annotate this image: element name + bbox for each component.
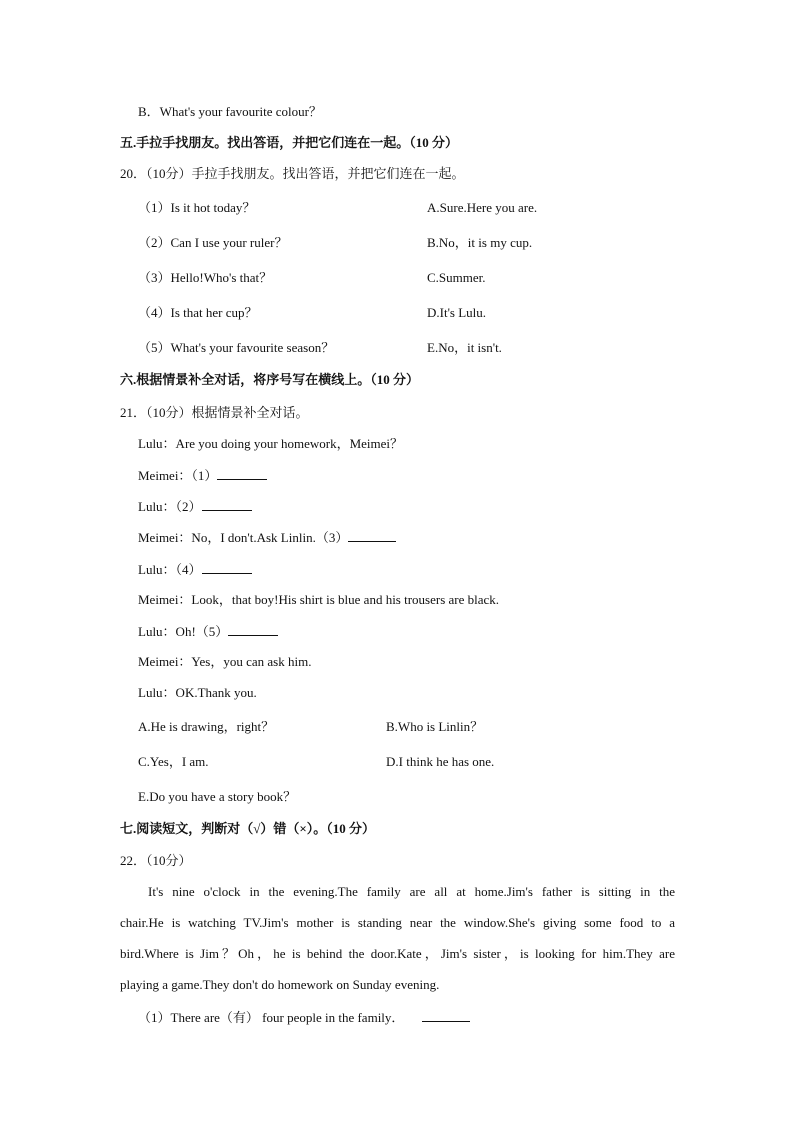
dialogue-option: B.Who is Linlin？ [386,719,484,734]
dialogue-line: Meimei：Look，that boy!His shirt is blue and his trousers are black. [138,592,500,607]
dialogue-line: Meimei：No，I don't.Ask Linlin.（3） [138,529,396,546]
dialogue-line: Meimei：（1） [138,467,267,484]
matching-right-item: B.No，it is my cup. [427,235,533,250]
dialogue-line: Lulu：（2） [138,498,252,515]
passage-line: playing a game.They don't do homework on Sunday evening. [120,977,440,992]
dialogue-option: C.Yes，I am. [138,754,209,769]
dialogue-line: Meimei：Yes，you can ask him. [138,654,312,669]
section5-heading: 五.手拉手找朋友。找出答语，并把它们连在一起。（10 分） [120,135,459,150]
passage-line: chair.He is watching TV.Jim's mother is standing near the window.She's giving some food to a [120,915,675,930]
question-21: 21．（10分）根据情景补全对话。 [120,405,309,420]
answer-blank[interactable] [228,623,278,636]
answer-blank[interactable] [202,498,252,511]
matching-left-item: （2）Can I use your ruler？ [138,235,288,250]
answer-blank[interactable] [348,529,396,542]
matching-left-item: （1）Is it hot today？ [138,200,256,215]
section6-heading: 六.根据情景补全对话，将序号写在横线上。（10 分） [120,372,420,387]
reading-passage [120,884,675,1008]
matching-right-item: E.No，it isn't. [427,340,502,355]
dialogue-line: Lulu：OK.Thank you. [138,685,257,700]
dialogue-line: Lulu：Oh!（5） [138,623,278,640]
judge-item-1: （1）There are（有） four people in the family． [138,1009,470,1026]
dialogue-option: D.I think he has one. [386,754,495,769]
dialogue-option: A.He is drawing，right？ [138,719,275,734]
question-20: 20．（10分）手拉手找朋友。找出答语，并把它们连在一起。 [120,166,465,181]
dialogue-line: Lulu：（4） [138,561,252,578]
matching-left-item: （4）Is that her cup？ [138,305,258,320]
passage-line: bird.Where is Jim？Oh，he is behind the door.Kate，Jim's sister，is looking for him.They are [120,946,675,961]
option-b-text: B．What's your favourite colour？ [138,104,322,119]
question-22: 22．（10分） [120,853,192,868]
passage-line: It's nine o'clock in the evening.The family are all at home.Jim's father is sitting in the [148,884,675,899]
matching-right-item: C.Summer. [427,270,486,285]
matching-left-item: （3）Hello!Who's that？ [138,270,273,285]
dialogue-option: E.Do you have a story book？ [138,789,297,804]
matching-right-item: A.Sure.Here you are. [427,200,538,215]
answer-blank[interactable] [202,561,252,574]
answer-blank[interactable] [422,1009,470,1022]
section7-heading: 七.阅读短文，判断对（√）错（×）。（10 分） [120,821,376,836]
matching-right-item: D.It's Lulu. [427,305,487,320]
dialogue-line: Lulu：Are you doing your homework，Meimei？ [138,436,404,451]
answer-blank[interactable] [217,467,267,480]
matching-left-item: （5）What's your favourite season？ [138,340,335,355]
